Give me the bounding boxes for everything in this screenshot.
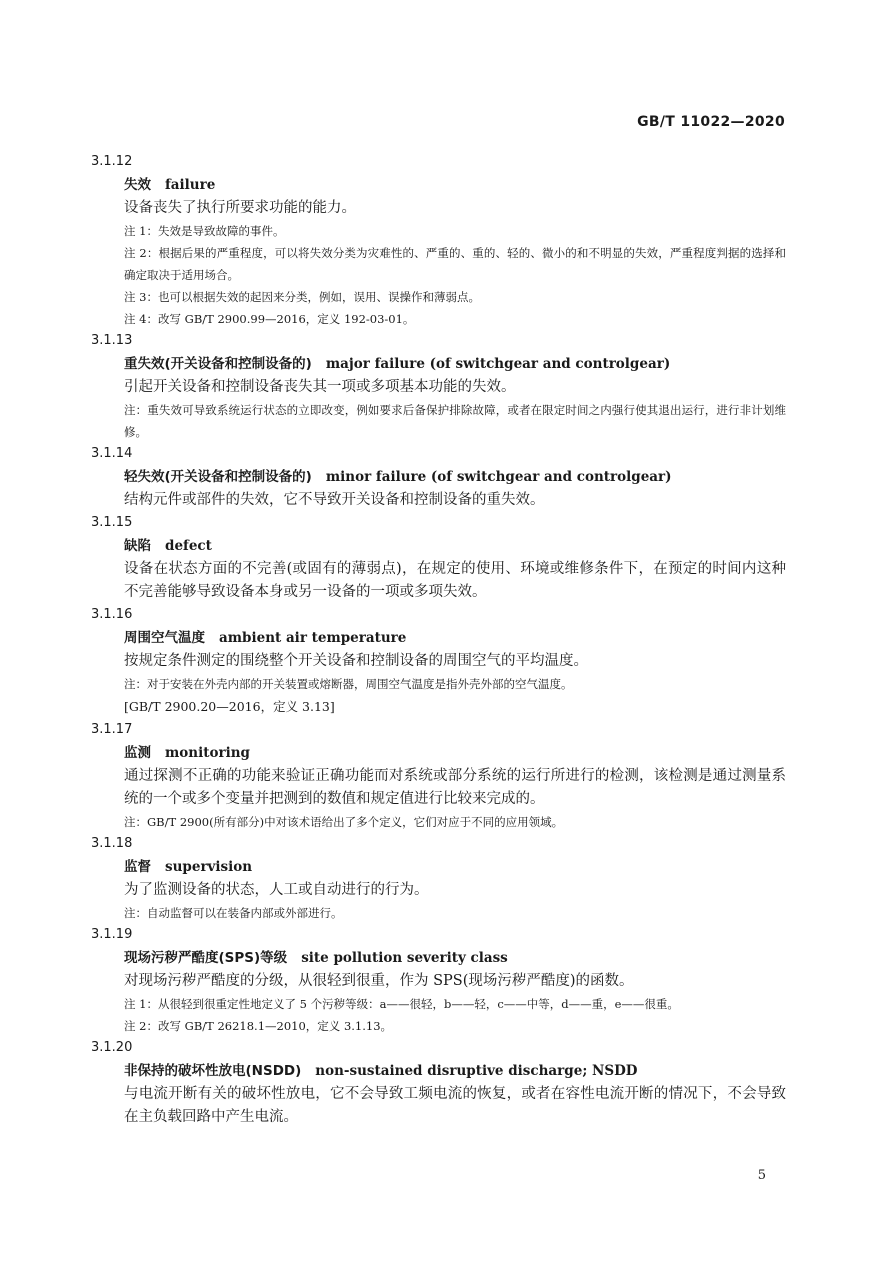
clause-number: 3.1.17 <box>91 722 133 737</box>
term-en: failure <box>165 177 216 193</box>
term-heading <box>120 946 786 970</box>
term-heading <box>120 626 786 650</box>
term-zh: 非保持的破坏性放电(NSDD) <box>124 1063 302 1079</box>
term-heading <box>120 352 786 376</box>
term-heading <box>120 1059 786 1083</box>
term-heading <box>120 173 786 197</box>
term-zh: 失效 <box>124 177 151 193</box>
note: 注 1：失效是导致故障的事件。 <box>124 224 285 238</box>
term-heading <box>120 741 786 765</box>
term-entry <box>91 330 786 443</box>
term-zh: 监督 <box>124 859 151 875</box>
document-body <box>91 151 786 1129</box>
term-en: minor failure (of switchgear and controlgear) <box>325 469 672 485</box>
term-definition: 与电流开断有关的破坏性放电，它不会导致工频电流的恢复，或者在容性电流开断的情况下，不会导致在主负载回路中产生电流。 <box>124 1086 786 1125</box>
term-en: ambient air temperature <box>219 630 407 646</box>
term-definition: 引起开关设备和控制设备丧失其一项或多项基本功能的失效。 <box>124 379 516 395</box>
term-definition: 对现场污秽严酷度的分级，从很轻到很重，作为 SPS(现场污秽严酷度)的函数。 <box>124 973 634 989</box>
term-definition: 按规定条件测定的围绕整个开关设备和控制设备的周围空气的平均温度。 <box>124 653 588 669</box>
term-en: major failure (of switchgear and controlgear) <box>325 356 671 372</box>
term-heading <box>120 855 786 879</box>
term-definition: 为了监测设备的状态，人工或自动进行的行为。 <box>124 882 429 898</box>
term-entry <box>91 719 786 833</box>
clause-number: 3.1.13 <box>91 333 133 348</box>
term-definition: 结构元件或部件的失效，它不导致开关设备和控制设备的重失效。 <box>124 492 545 508</box>
term-en: supervision <box>165 859 253 875</box>
clause-number: 3.1.15 <box>91 515 133 530</box>
term-heading <box>120 465 786 489</box>
note: 注：自动监督可以在装备内部或外部进行。 <box>124 906 343 920</box>
term-entry <box>91 151 786 330</box>
term-en: non-sustained disruptive discharge; NSDD <box>315 1063 638 1079</box>
term-entry <box>91 1037 786 1129</box>
clause-number: 3.1.16 <box>91 607 133 622</box>
note: 注 3：也可以根据失效的起因来分类，例如，误用、误操作和薄弱点。 <box>124 290 480 304</box>
term-definition: 设备丧失了执行所要求功能的能力。 <box>124 200 356 216</box>
standard-code: GB/T 11022—2020 <box>637 114 785 130</box>
term-heading <box>120 534 786 558</box>
term-zh: 周围空气温度 <box>124 630 205 646</box>
note: 注 4：改写 GB/T 2900.99—2016，定义 192-03-01。 <box>124 312 415 326</box>
clause-number: 3.1.14 <box>91 446 133 461</box>
term-zh: 重失效(开关设备和控制设备的) <box>124 356 312 372</box>
term-entry <box>91 833 786 924</box>
term-zh: 轻失效(开关设备和控制设备的) <box>124 469 312 485</box>
term-definition: 设备在状态方面的不完善(或固有的薄弱点)，在规定的使用、环境或维修条件下，在预定的时间内这种不完善能够导致设备本身或另一设备的一项或多项失效。 <box>124 561 786 600</box>
note: 注 2：改写 GB/T 26218.1—2010，定义 3.1.13。 <box>124 1019 393 1033</box>
term-en: monitoring <box>165 745 250 761</box>
note: 注：对于安装在外壳内部的开关装置或熔断器，周围空气温度是指外壳外部的空气温度。 <box>124 677 573 691</box>
term-entry <box>91 443 786 512</box>
note: 注：GB/T 2900(所有部分)中对该术语给出了多个定义，它们对应于不同的应用领域。 <box>124 815 564 829</box>
note: 注 2：根据后果的严重程度，可以将失效分类为灾难性的、严重的、重的、轻的、微小的和不明显的失效，严重程度判据的选择和确定取决于适用场合。 <box>124 246 786 282</box>
term-zh: 监测 <box>124 745 151 761</box>
term-en: defect <box>165 538 212 554</box>
page-number: 5 <box>757 1168 766 1183</box>
term-definition: 通过探测不正确的功能来验证正确功能而对系统或部分系统的运行所进行的检测，该检测是通过测量系统的一个或多个变量并把测到的数值和规定值进行比较来完成的。 <box>124 768 786 807</box>
note: 注：重失效可导致系统运行状态的立即改变，例如要求后备保护排除故障，或者在限定时间之内强行使其退出运行，进行非计划维修。 <box>124 403 786 439</box>
clause-number: 3.1.19 <box>91 927 133 942</box>
term-zh: 现场污秽严酷度(SPS)等级 <box>124 950 288 966</box>
term-entry <box>91 604 786 719</box>
note: 注 1：从很轻到很重定性地定义了 5 个污秽等级：a——很轻，b——轻，c——中等，d——重，e——很重。 <box>124 997 679 1011</box>
clause-number: 3.1.12 <box>91 154 133 169</box>
clause-number: 3.1.20 <box>91 1040 133 1055</box>
clause-number: 3.1.18 <box>91 836 133 851</box>
term-zh: 缺陷 <box>124 538 151 554</box>
term-entry <box>91 924 786 1037</box>
source-reference: [GB/T 2900.20—2016，定义 3.13] <box>124 699 335 714</box>
term-entry <box>91 512 786 604</box>
term-en: site pollution severity class <box>301 950 508 966</box>
